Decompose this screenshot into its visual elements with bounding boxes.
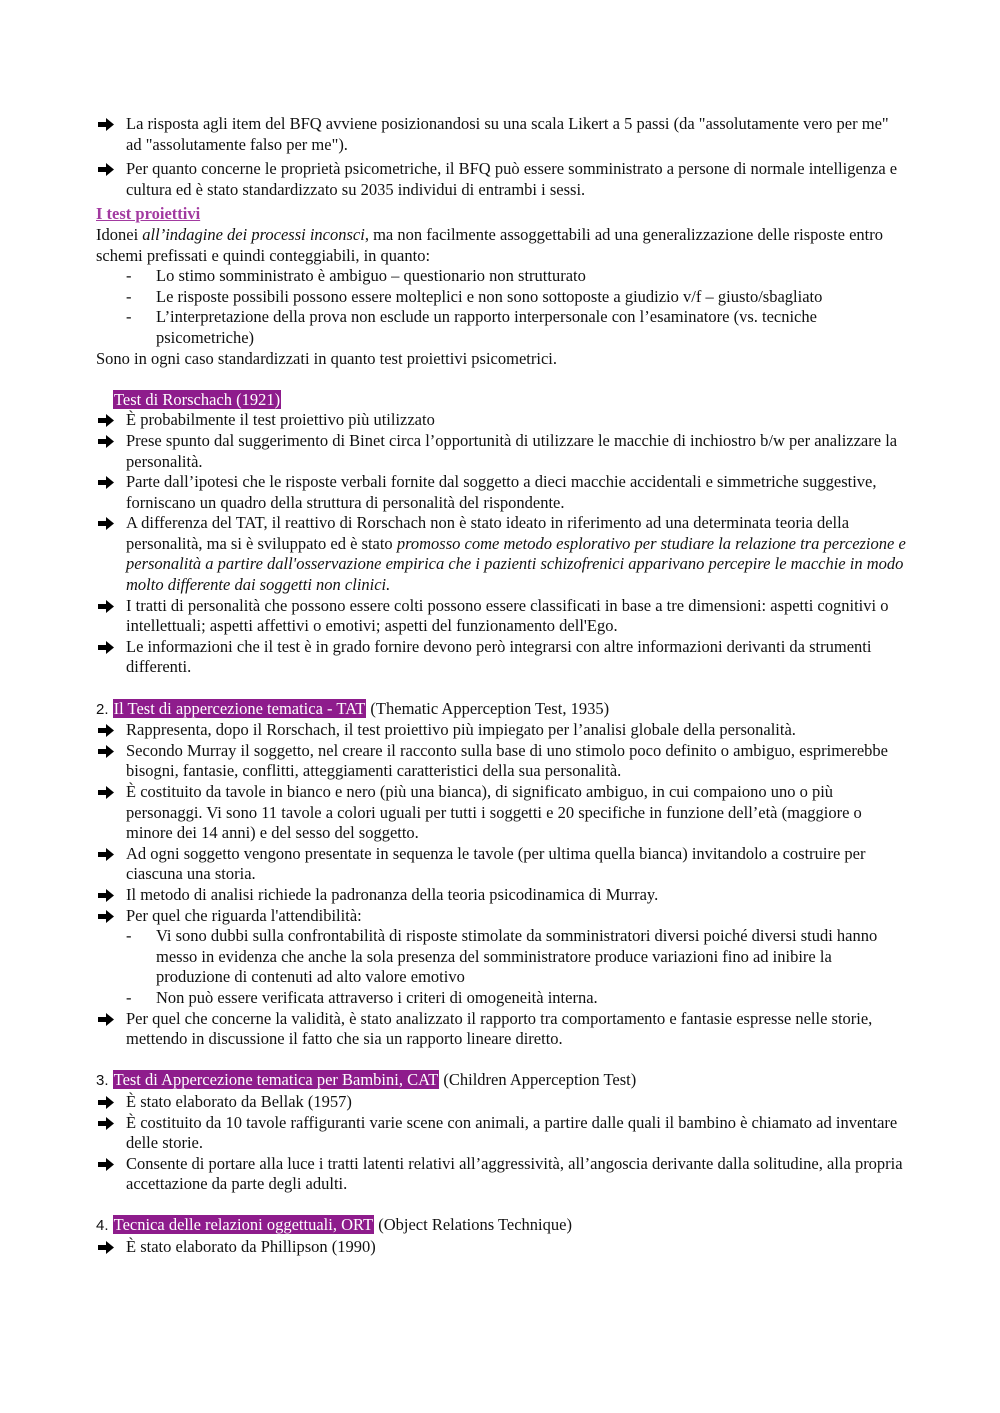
list-item: È costituito da 10 tavole raffiguranti varie scene con animali, a partire dalle quali il bambino è chiamato ad inventare delle storie. (96, 1113, 906, 1154)
dash-item: - Lo stimo somministrato è ambiguo – questionario non strutturato (126, 266, 586, 286)
list-item: È stato elaborato da Phillipson (1990) (96, 1237, 906, 1258)
bullet-text: La risposta agli item del BFQ avviene posizionandosi su una scala Likert a 5 passi (da "assolutamente vero per me" ad "assolutamente falso per me"). (126, 114, 889, 154)
list-item: Il metodo di analisi richiede la padronanza della teoria psicodinamica di Murray. (96, 885, 906, 906)
list-item: È costituito da tavole in bianco e nero (più una bianca), di significato ambiguo, in cui compaiono uno o più personaggi. Vi sono 11 tavole a colori uguali per tutti i soggetti e 20 specifiche in funzione dell’età (maggiore o minore dei 14 anni) e del sesso del soggetto. (96, 782, 906, 844)
dash-item: - Non può essere verificata attraverso i criteri di omogeneità interna. (126, 987, 598, 1007)
list-item: Consente di portare alla luce i tratti latenti relativi all’aggressività, all’angoscia derivante dalla solitudine, alla propria accettazione da parte degli adulti. (96, 1154, 906, 1195)
section-title: Test di Rorschach (1921) (114, 389, 281, 409)
arrow-right-icon (98, 118, 114, 131)
section-title: 2. Il Test di appercezione tematica - TAT (Thematic Apperception Test, 1935) (96, 698, 610, 718)
arrow-right-icon (98, 745, 114, 758)
section-title: 3. Test di Appercezione tematica per Bambini, CAT (Children Apperception Test) (96, 1070, 637, 1090)
dash-item: - Vi sono dubbi sulla confrontabilità di risposte stimolate da somministratori diversi poiché diversi studi hanno messo in evidenza che anche la sola presenza del somministratore produce variazioni fino ad inibire la produzione di contenuti ad alto valore emotivo (126, 926, 878, 987)
list-item: Ad ogni soggetto vengono presentate in sequenza le tavole (per ultima quella bianca) invitandolo a costruire per ciascuna una storia. (96, 844, 906, 885)
arrow-right-icon (98, 1158, 114, 1171)
arrow-right-icon (98, 600, 114, 613)
list-item (96, 114, 906, 155)
bullet-text: Per quanto concerne le proprietà psicometriche, il BFQ può essere somministrato a persone di normale intelligenza e cultura ed è stato standardizzato su 2035 individui di entrambi i sessi. (126, 159, 898, 199)
arrow-right-icon (98, 163, 114, 176)
list-item: I tratti di personalità che possono essere colti possono essere classificati in base a tre dimensioni: aspetti cognitivi o intellettuali; aspetti affettivi o emotivi; aspetti del funzionamento dell'Ego. (96, 596, 906, 637)
list-item: È probabilmente il test proiettivo più utilizzato (96, 410, 906, 431)
section-title: 4. Tecnica delle relazioni oggettuali, ORT (Object Relations Technique) (96, 1215, 572, 1235)
list-item: Parte dall’ipotesi che le risposte verbali fornite dal soggetto a dieci macchie accidentali e simmetriche suggestive, forniscano un quadro della struttura di personalità del rispondente. (96, 472, 906, 513)
arrow-right-icon (98, 724, 114, 737)
arrow-right-icon (98, 889, 114, 902)
list-item (96, 159, 906, 200)
section-heading-link[interactable]: I test proiettivi (96, 204, 201, 224)
arrow-right-icon (98, 476, 114, 489)
list-item: A differenza del TAT, il reattivo di Rorschach non è stato ideato in riferimento ad una determinata teoria della personalità, ma si è sviluppato ed è stato promosso come metodo esplorativo per studiare la relazione tra percezione e personalità a partire dall'osservazione empirica che i pazienti schizofrenici apparivano percepire le macchie in modo molto differente dai soggetti non clinici. (96, 513, 906, 595)
arrow-right-icon (98, 786, 114, 799)
list-item: Le informazioni che il test è in grado fornire devono però integrarsi con altre informazioni derivanti da strumenti differenti. (96, 637, 906, 678)
dash-item: - L’interpretazione della prova non esclude un rapporto interpersonale con l’esaminatore (vs. tecniche psicometriche) (126, 307, 817, 347)
dash-item: - Le risposte possibili possono essere molteplici e non sono sottoposte a giudizio v/f – giusto/sbagliato (126, 286, 823, 306)
arrow-right-icon (98, 1241, 114, 1254)
document-body (96, 114, 906, 1258)
arrow-right-icon (98, 910, 114, 923)
arrow-right-icon (98, 1013, 114, 1026)
paragraph: Sono in ogni caso standardizzati in quanto test proiettivi psicometrici. (96, 348, 557, 368)
arrow-right-icon (98, 517, 114, 530)
arrow-right-icon (98, 848, 114, 861)
list-item: Per quel che concerne la validità, è stato analizzato il rapporto tra comportamento e fantasie espresse nelle storie, mettendo in discussione il fatto che sia un rapporto lineare diretto. (96, 1009, 906, 1050)
arrow-right-icon (98, 1096, 114, 1109)
list-item: Per quel che riguarda l'attendibilità: (96, 906, 906, 927)
paragraph: Idonei all’indagine dei processi inconsci, ma non facilmente assoggettabili ad una generalizzazione delle risposte entro schemi prefissati e quindi conteggiabili, in quanto: (96, 224, 884, 265)
list-item: Prese spunto dal suggerimento di Binet circa l’opportunità di utilizzare le macchie di inchiostro b/w per analizzare la personalità. (96, 431, 906, 472)
arrow-right-icon (98, 414, 114, 427)
arrow-right-icon (98, 1117, 114, 1130)
list-item: È stato elaborato da Bellak (1957) (96, 1092, 906, 1113)
arrow-right-icon (98, 435, 114, 448)
list-item: Secondo Murray il soggetto, nel creare il racconto sulla base di uno stimolo poco definito o ambiguo, esprimerebbe bisogni, fantasie, conflitti, atteggiamenti caratteristici della sua personalità. (96, 741, 906, 782)
arrow-right-icon (98, 641, 114, 654)
list-item: Rappresenta, dopo il Rorschach, il test proiettivo più impiegato per l’analisi globale della personalità. (96, 720, 906, 741)
